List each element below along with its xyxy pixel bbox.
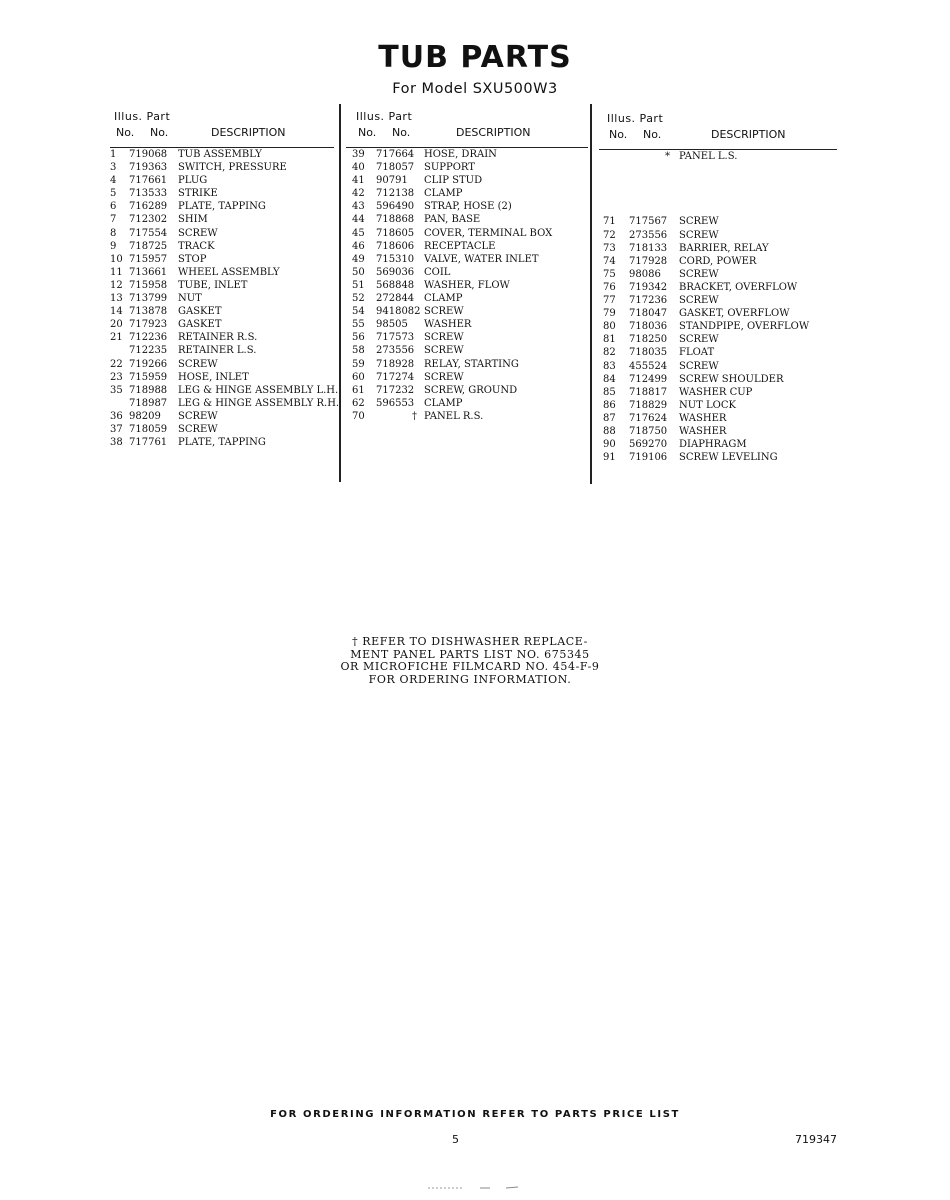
illus-number: 35: [110, 384, 123, 396]
part-number: 719342: [629, 281, 668, 293]
part-description: SCREW: [679, 334, 719, 346]
footnote-line: † REFER TO DISHWASHER REPLACE-: [352, 635, 588, 648]
part-number: 717274: [376, 371, 415, 383]
part-description: VALVE, WATER INLET: [424, 253, 539, 265]
illus-number: 38: [110, 437, 123, 449]
part-description: SCREW: [178, 410, 218, 422]
illus-number: 3: [110, 162, 117, 174]
illus-number: 58: [352, 345, 365, 357]
ordering-footer: FOR ORDERING INFORMATION REFER TO PARTS PRICE LIST: [270, 1109, 680, 1120]
part-description: SWITCH, PRESSURE: [178, 162, 287, 174]
illus-number: 12: [110, 279, 123, 291]
illus-number: 79: [603, 308, 616, 320]
part-number: 719106: [629, 452, 668, 464]
part-description: TUB ASSEMBLY: [178, 149, 262, 160]
part-description: HOSE, DRAIN: [424, 149, 497, 160]
part-number: 569036: [376, 266, 415, 278]
illus-number: 4: [110, 175, 117, 187]
part-description: PLATE, TAPPING: [178, 201, 266, 213]
part-number: 719068: [129, 149, 168, 160]
part-number: 715958: [129, 279, 168, 291]
part-description: CLAMP: [424, 397, 463, 409]
part-no-label: No.: [643, 128, 662, 141]
illus-no-label: No.: [609, 128, 628, 141]
part-number: 718059: [129, 423, 168, 435]
part-number: 715959: [129, 371, 168, 383]
part-description: SCREW: [424, 371, 464, 383]
illus-number: 84: [603, 373, 616, 385]
part-number: 717928: [629, 255, 668, 267]
part-description: NUT: [178, 293, 202, 305]
part-description: LEG & HINGE ASSEMBLY L.H.: [178, 384, 339, 396]
part-number: 713661: [129, 266, 168, 278]
part-description: BRACKET, OVERFLOW: [679, 281, 798, 293]
part-number: 455524: [629, 360, 668, 372]
illus-number: 75: [603, 268, 616, 280]
page-title: TUB PARTS: [378, 40, 572, 75]
illus-number: 21: [110, 332, 123, 344]
part-number: 713878: [129, 306, 168, 318]
part-number: 718250: [629, 334, 668, 346]
part-number: 717236: [629, 295, 668, 307]
part-number: 712236: [129, 332, 168, 344]
illus-number: 7: [110, 214, 117, 226]
illus-number: 62: [352, 397, 365, 409]
part-description: CLIP STUD: [424, 175, 483, 187]
part-description: RETAINER L.S.: [178, 345, 257, 357]
part-description: SUPPORT: [424, 162, 475, 174]
part-description: STANDPIPE, OVERFLOW: [679, 321, 810, 333]
part-number: 718047: [629, 308, 668, 320]
illus-part-label: Illus. Part: [356, 110, 413, 123]
part-no-label: No.: [392, 126, 411, 139]
part-description: GASKET: [178, 306, 222, 318]
illus-number: 42: [352, 188, 365, 200]
part-description: DIAPHRAGM: [679, 439, 747, 451]
column-divider: [590, 104, 592, 484]
part-description: RECEPTACLE: [424, 240, 496, 252]
part-description: COVER, TERMINAL BOX: [424, 227, 553, 239]
illus-number: 51: [352, 279, 365, 291]
illus-number: 41: [352, 175, 365, 187]
illus-number: 45: [352, 227, 365, 239]
illus-number: 59: [352, 358, 365, 370]
illus-number: 23: [110, 371, 123, 383]
illus-number: 1: [110, 149, 117, 160]
part-description: SCREW: [178, 227, 218, 239]
part-description: PLUG: [178, 175, 208, 187]
part-number: 273556: [629, 229, 668, 241]
illus-number: 22: [110, 358, 123, 370]
part-description: SCREW: [424, 332, 464, 344]
page-number: 5: [452, 1133, 459, 1146]
illus-number: 77: [603, 295, 616, 307]
part-number: 719363: [129, 162, 168, 174]
illus-number: 81: [603, 334, 616, 346]
illus-number: 37: [110, 423, 123, 435]
part-number: 718987: [129, 397, 168, 409]
part-number: 718036: [629, 321, 668, 333]
part-number: 718057: [376, 162, 415, 174]
part-description: RELAY, STARTING: [424, 358, 519, 370]
part-description: SCREW SHOULDER: [679, 373, 784, 385]
column-header: [352, 110, 588, 152]
illus-number: 43: [352, 201, 365, 213]
part-description: CLAMP: [424, 188, 463, 200]
illus-number: 13: [110, 293, 123, 305]
part-number: 718868: [376, 214, 415, 226]
part-description: STRIKE: [178, 188, 218, 200]
part-description: SCREW: [178, 423, 218, 435]
part-description: RETAINER R.S.: [178, 332, 258, 344]
illus-number: 9: [110, 240, 117, 252]
part-description: PANEL L.S.: [679, 151, 738, 162]
part-number: 712138: [376, 188, 415, 200]
part-description: LEG & HINGE ASSEMBLY R.H.: [178, 397, 340, 409]
part-number: †: [412, 410, 417, 422]
part-number: 596553: [376, 397, 415, 409]
illus-part-label: Illus. Part: [607, 112, 664, 125]
part-description: SCREW: [424, 345, 464, 357]
part-number: 717664: [376, 149, 415, 160]
document-number: 719347: [795, 1133, 837, 1146]
part-description: STOP: [178, 253, 207, 265]
part-description: SCREW: [679, 268, 719, 280]
illus-number: 10: [110, 253, 123, 265]
illus-number: 61: [352, 384, 365, 396]
part-description: PANEL R.S.: [424, 410, 484, 422]
part-number: 715957: [129, 253, 168, 265]
part-description: WASHER: [679, 425, 727, 437]
illus-number: 50: [352, 266, 365, 278]
illus-number: 90: [603, 439, 616, 451]
illus-number: 71: [603, 216, 616, 228]
part-description: WASHER: [424, 319, 472, 331]
illus-number: 70: [352, 410, 365, 422]
footnote-line: OR MICROFICHE FILMCARD NO. 454-F-9: [340, 660, 600, 673]
illus-number: 20: [110, 319, 123, 331]
part-number: 716289: [129, 201, 168, 213]
illus-number: 76: [603, 281, 616, 293]
part-number: 717232: [376, 384, 415, 396]
illus-number: 88: [603, 425, 616, 437]
illus-number: 91: [603, 452, 616, 464]
part-number: 717573: [376, 332, 415, 344]
part-description: BARRIER, RELAY: [679, 242, 769, 254]
part-number: 717554: [129, 227, 168, 239]
description-label: DESCRIPTION: [211, 126, 286, 139]
illus-number: 74: [603, 255, 616, 267]
part-number: 718750: [629, 425, 668, 437]
part-number: 718035: [629, 347, 668, 359]
part-number: 713799: [129, 293, 168, 305]
footnote-line: FOR ORDERING INFORMATION.: [368, 672, 572, 686]
illus-number: 6: [110, 201, 117, 213]
part-number: 718829: [629, 399, 668, 411]
part-number: 718605: [376, 227, 415, 239]
part-number: 717567: [629, 216, 668, 228]
part-description: CORD, POWER: [679, 255, 757, 267]
part-description: STRAP, HOSE (2): [424, 201, 512, 213]
illus-number: 36: [110, 410, 123, 422]
part-description: PAN, BASE: [424, 214, 481, 226]
illus-number: 87: [603, 412, 616, 424]
part-number: 718133: [629, 242, 668, 254]
part-description: SCREW: [424, 306, 464, 318]
part-number: *: [665, 151, 670, 162]
illus-number: 72: [603, 229, 616, 241]
part-number: 9418082: [376, 306, 421, 318]
illus-number: 54: [352, 306, 365, 318]
part-number: 272844: [376, 293, 415, 305]
part-description: SCREW: [679, 295, 719, 307]
part-description: PLATE, TAPPING: [178, 437, 266, 449]
illus-number: 44: [352, 214, 365, 226]
part-number: 569270: [629, 439, 668, 451]
parts-column-1: [110, 110, 340, 449]
illus-number: 11: [110, 266, 123, 278]
illus-number: 55: [352, 319, 365, 331]
illus-number: 5: [110, 188, 117, 200]
illus-number: 60: [352, 371, 365, 383]
illus-number: 83: [603, 360, 616, 372]
part-description: SCREW LEVELING: [679, 452, 778, 464]
parts-column-3: [603, 110, 839, 464]
part-number: 713533: [129, 188, 168, 200]
part-number: 718988: [129, 384, 168, 396]
part-number: 712302: [129, 214, 168, 226]
part-number: 718725: [129, 240, 168, 252]
illus-no-label: No.: [116, 126, 135, 139]
footnote: [300, 636, 640, 686]
illus-number: 49: [352, 253, 365, 265]
part-number: 98209: [129, 410, 161, 422]
part-description: FLOAT: [679, 347, 715, 359]
part-description: WASHER CUP: [679, 386, 753, 398]
part-description: WASHER: [679, 412, 727, 424]
illus-no-label: No.: [358, 126, 377, 139]
part-number: 717661: [129, 175, 168, 187]
illus-number: 73: [603, 242, 616, 254]
illus-number: 46: [352, 240, 365, 252]
part-number: 718606: [376, 240, 415, 252]
part-description: COIL: [424, 266, 451, 278]
part-description: WHEEL ASSEMBLY: [178, 266, 280, 278]
part-description: TUBE, INLET: [178, 279, 248, 291]
footnote-line: MENT PANEL PARTS LIST NO. 675345: [350, 647, 590, 661]
illus-number: 8: [110, 227, 117, 239]
part-number: 718817: [629, 386, 668, 398]
part-number: 98086: [629, 268, 661, 280]
part-number: 717761: [129, 437, 168, 449]
part-description: TRACK: [178, 240, 215, 252]
scan-smudge: [428, 1186, 518, 1190]
part-description: GASKET: [178, 319, 222, 331]
part-number: 712235: [129, 345, 168, 357]
illus-number: 14: [110, 306, 123, 318]
part-number: 717923: [129, 319, 168, 331]
part-number: 273556: [376, 345, 415, 357]
part-description: SCREW: [679, 216, 719, 228]
part-description: SHIM: [178, 214, 208, 226]
model-subtitle: For Model SXU500W3: [392, 81, 558, 97]
part-number: 719266: [129, 358, 168, 370]
part-description: SCREW: [679, 360, 719, 372]
part-number: 712499: [629, 373, 668, 385]
part-number: 90791: [376, 175, 408, 187]
part-number: 568848: [376, 279, 415, 291]
column-header: [110, 110, 336, 152]
illus-number: 80: [603, 321, 616, 333]
description-label: DESCRIPTION: [711, 128, 786, 141]
part-no-label: No.: [150, 126, 169, 139]
part-description: SCREW, GROUND: [424, 384, 518, 396]
illus-number: 56: [352, 332, 365, 344]
part-description: CLAMP: [424, 293, 463, 305]
part-description: NUT LOCK: [679, 399, 736, 411]
part-description: SCREW: [178, 358, 218, 370]
part-number: 717624: [629, 412, 668, 424]
description-label: DESCRIPTION: [456, 126, 531, 139]
part-number: 596490: [376, 201, 415, 213]
part-description: HOSE, INLET: [178, 371, 249, 383]
part-description: GASKET, OVERFLOW: [679, 308, 790, 320]
part-number: 98505: [376, 319, 408, 331]
part-description: SCREW: [679, 229, 719, 241]
illus-part-label: Illus. Part: [114, 110, 171, 123]
illus-number: 85: [603, 386, 616, 398]
illus-number: 39: [352, 149, 365, 160]
column-divider: [339, 104, 341, 482]
illus-number: 86: [603, 399, 616, 411]
illus-number: 82: [603, 347, 616, 359]
part-description: WASHER, FLOW: [424, 279, 510, 291]
illus-number: 52: [352, 293, 365, 305]
part-number: 715310: [376, 253, 415, 265]
part-number: 718928: [376, 358, 415, 370]
illus-number: 40: [352, 162, 365, 174]
column-header: [603, 112, 839, 154]
parts-column-2: [352, 110, 588, 422]
